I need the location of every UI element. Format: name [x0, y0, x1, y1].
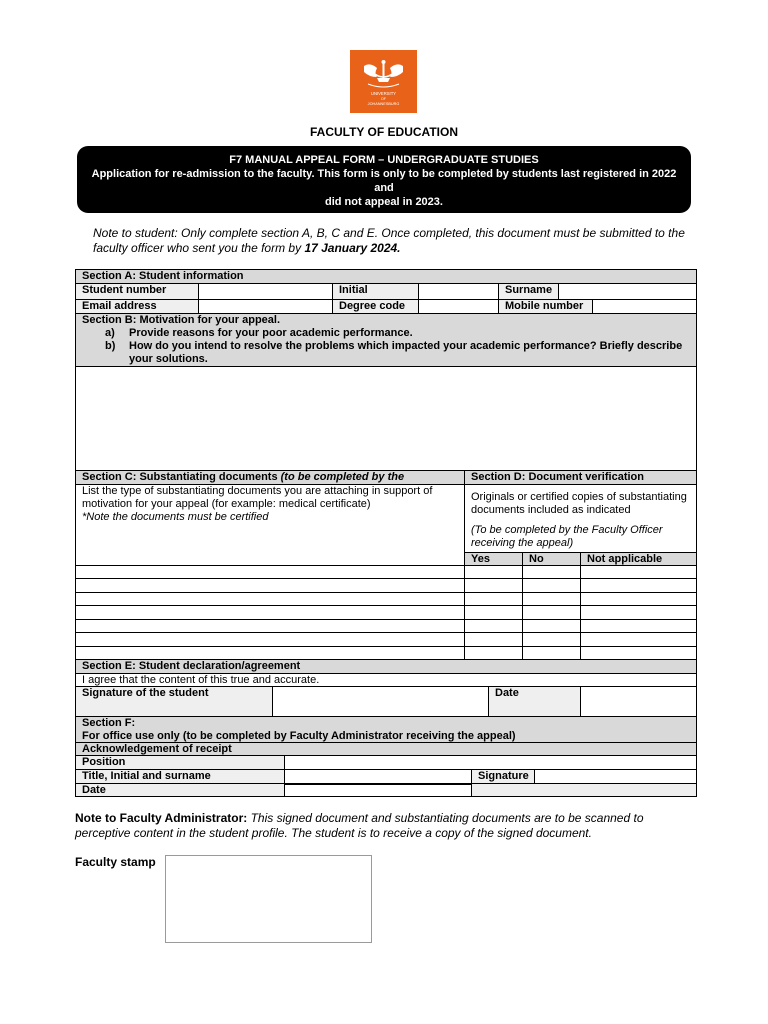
not-applicable-cell[interactable] [580, 606, 696, 618]
motivation-field[interactable] [76, 367, 696, 470]
section-c-title [76, 471, 464, 484]
document-type-cell[interactable] [76, 606, 464, 618]
student-signature-field[interactable] [272, 687, 488, 716]
yes-cell[interactable] [464, 633, 522, 645]
note-admin-label: Note to Faculty Administrator: [75, 811, 251, 825]
section-d-desc-text: Originals or certified copies of substantiating documents included as indicated [471, 491, 687, 516]
section-a-title: Section A: Student information [82, 270, 244, 282]
section-b-question-b [82, 340, 690, 366]
note-to-student-text: Note to student: Only complete section A, B, C and E. Once completed, this document must be submitted to the faculty officer who sent you the form by [93, 226, 685, 255]
student-number-field[interactable] [198, 284, 332, 299]
section-c-title-main: Section C: Substantiating documents [82, 471, 281, 483]
section-f-position-row [76, 756, 696, 770]
document-type-cell[interactable] [76, 593, 464, 605]
section-f-heading [76, 717, 696, 742]
student-date-label: Date [488, 687, 580, 716]
section-a-header [76, 270, 696, 284]
document-row [76, 633, 696, 646]
note-admin-text: This signed document and substantiating documents are to be scanned to perceptive content in the student profile. The student is to receive a copy of the signed document. [75, 811, 644, 840]
document-row [76, 579, 696, 592]
not-applicable-cell[interactable] [580, 579, 696, 591]
document-row [76, 566, 696, 579]
form-title-banner [77, 146, 691, 213]
note-to-student [93, 226, 693, 256]
admin-date-label: Date [76, 784, 284, 796]
document-type-cell[interactable] [76, 620, 464, 632]
document-row [76, 593, 696, 606]
yes-cell[interactable] [464, 606, 522, 618]
section-e-statement-row [76, 674, 696, 687]
submission-deadline: 17 January 2024. [304, 241, 401, 255]
note-to-faculty-administrator [75, 811, 695, 841]
degree-code-field[interactable] [418, 300, 498, 313]
university-logo [350, 50, 417, 113]
logo-text-1: UNIVERSITY [370, 91, 397, 96]
admin-signature-field[interactable] [534, 770, 696, 783]
question-b-text: How do you intend to resolve the problems which impacted your academic performance? Briefly describe your solutions. [129, 340, 683, 365]
not-applicable-cell[interactable] [580, 593, 696, 605]
mobile-number-label: Mobile number [498, 300, 592, 313]
initial-label: Initial [332, 284, 418, 299]
yes-cell[interactable] [464, 579, 522, 591]
admin-name-field[interactable] [284, 770, 471, 783]
position-field[interactable] [284, 756, 696, 769]
section-b-title: Section B: Motivation for your appeal. [82, 314, 281, 326]
section-b-answer-area [76, 367, 696, 471]
student-number-label: Student number [76, 284, 198, 299]
section-c-title-note: (to be completed by the [280, 471, 405, 483]
yes-cell[interactable] [464, 620, 522, 632]
section-f-name-row [76, 770, 696, 784]
question-a-marker: a) [105, 327, 115, 339]
col-na-header: Not applicable [580, 552, 696, 566]
document-row [76, 647, 696, 660]
section-c-certify-note: *Note the documents must be certified [82, 511, 269, 523]
section-f-subtitle: For office use only (to be completed by Faculty Administrator receiving the appeal) [82, 730, 516, 742]
surname-label: Surname [498, 284, 558, 299]
section-e-statement: I agree that the content of this true and accurate. [82, 674, 320, 686]
student-date-field[interactable] [580, 687, 696, 716]
initial-field[interactable] [418, 284, 498, 299]
not-applicable-cell[interactable] [580, 566, 696, 578]
section-f-date-row [76, 784, 696, 796]
section-f-ack-row [76, 743, 696, 756]
document-row [76, 620, 696, 633]
admin-date-field[interactable] [284, 784, 471, 796]
no-cell[interactable] [522, 579, 580, 591]
no-cell[interactable] [522, 566, 580, 578]
section-cd-header [76, 471, 696, 485]
no-cell[interactable] [522, 606, 580, 618]
faculty-stamp-box[interactable] [165, 855, 372, 943]
question-b-marker: b) [105, 340, 116, 352]
col-no-header: No [522, 552, 580, 566]
admin-date-blank [471, 784, 696, 796]
section-b-questions [82, 327, 690, 366]
section-b-header [76, 314, 696, 367]
yes-cell[interactable] [464, 566, 522, 578]
document-row [76, 606, 696, 619]
mobile-number-field[interactable] [592, 300, 696, 313]
banner-line-3: did not appeal in 2023. [325, 196, 443, 208]
faculty-stamp-label: Faculty stamp [75, 855, 156, 869]
admin-signature-label: Signature [471, 770, 534, 783]
section-f-header [76, 717, 696, 743]
not-applicable-cell[interactable] [580, 620, 696, 632]
section-c-instruction-text: List the type of substantiating documents you are attaching in support of motivation for your appeal (for example: medical certificate) [82, 485, 433, 510]
not-applicable-cell[interactable] [580, 647, 696, 659]
banner-line-2: Application for re-admission to the faculty. This form is only to be completed by students last registered in 2022 and [91, 168, 677, 194]
document-type-cell[interactable] [76, 579, 464, 591]
admin-name-label: Title, Initial and surname [76, 770, 284, 783]
no-cell[interactable] [522, 593, 580, 605]
not-applicable-cell[interactable] [580, 633, 696, 645]
document-type-cell[interactable] [76, 647, 464, 659]
student-signature-label: Signature of the student [76, 687, 272, 716]
appeal-form-table [75, 269, 697, 797]
section-d-title: Section D: Document verification [464, 471, 696, 484]
faculty-title: FACULTY OF EDUCATION [310, 125, 458, 139]
no-cell[interactable] [522, 633, 580, 645]
position-label: Position [76, 756, 284, 769]
banner-line-1: F7 MANUAL APPEAL FORM – UNDERGRADUATE STUDIES [229, 154, 539, 166]
degree-code-label: Degree code [332, 300, 418, 313]
section-a-row-2 [76, 300, 696, 314]
section-b-content [76, 314, 696, 366]
no-cell[interactable] [522, 620, 580, 632]
section-f-title: Section F: [82, 717, 136, 729]
document-type-cell[interactable] [76, 566, 464, 578]
email-label: Email address [76, 300, 198, 313]
logo-text-2: OF [381, 97, 386, 101]
yes-cell[interactable] [464, 593, 522, 605]
yes-cell[interactable] [464, 647, 522, 659]
email-field[interactable] [198, 300, 332, 313]
section-b-question-a [82, 327, 690, 340]
question-a-text: Provide reasons for your poor academic performance. [129, 327, 413, 339]
section-e-title: Section E: Student declaration/agreement [82, 660, 301, 672]
logo-text-3: JOHANNESBURG [367, 102, 400, 106]
section-f-ack: Acknowledgement of receipt [82, 743, 232, 755]
no-cell[interactable] [522, 647, 580, 659]
section-d-column-headers [76, 552, 696, 566]
section-a-row-1 [76, 284, 696, 300]
surname-field[interactable] [558, 284, 696, 299]
section-e-signature-row [76, 687, 696, 717]
col-yes-header: Yes [464, 552, 522, 566]
document-type-cell[interactable] [76, 633, 464, 645]
section-d-officer-note: (To be completed by the Faculty Officer receiving the appeal) [471, 524, 663, 549]
section-e-header [76, 660, 696, 674]
